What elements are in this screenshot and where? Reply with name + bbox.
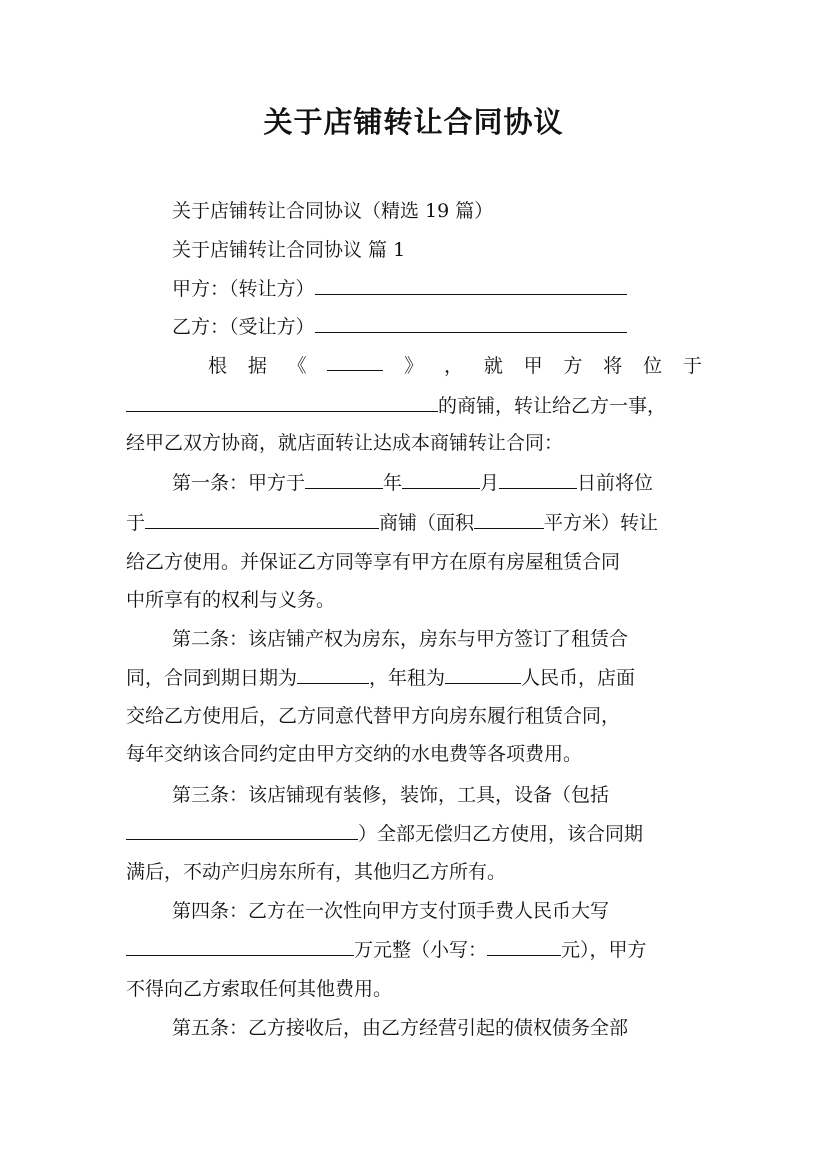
clause1-line-2 <box>126 509 704 537</box>
clause-text: 万元整（小写： <box>354 939 488 961</box>
document-subtitle: 关于店铺转让合同协议（精选 19 篇） <box>172 200 494 222</box>
clause4-line-2 <box>126 936 704 964</box>
year-blank <box>305 470 383 489</box>
clause-text: ）全部无偿归乙方使用，该合同期 <box>358 823 644 845</box>
clause-text: 于 <box>126 512 146 534</box>
clause3-line-2 <box>126 820 704 848</box>
month-blank <box>402 470 480 489</box>
clause-text: 日前将位 <box>577 472 654 494</box>
intro-line-2 <box>126 392 704 420</box>
location-blank <box>126 393 438 412</box>
party-a-blank <box>315 276 627 295</box>
shop-location-blank <box>145 510 379 529</box>
party-b-blank <box>315 314 627 333</box>
clause-text: 第一条：甲方于 <box>172 472 306 494</box>
amount-words-blank <box>126 937 354 956</box>
party-a-line <box>172 275 704 303</box>
clause1-line-3: 给乙方使用。并保证乙方同等享有甲方在原有房屋租赁合同 <box>126 551 621 573</box>
party-a-label: 甲方：（转让方） <box>172 278 315 300</box>
intro-char: 将 <box>603 355 623 377</box>
clause-text: 年 <box>383 472 403 494</box>
section-heading: 关于店铺转让合同协议 篇 1 <box>172 239 406 261</box>
clause-text: 同，合同到期日期为 <box>126 667 298 689</box>
equipment-blank <box>126 821 358 840</box>
clause4-line-1: 第四条：乙方在一次性向甲方支付顶手费人民币大写 <box>172 900 610 922</box>
clause2-line-2 <box>126 664 704 692</box>
clause1-line-4: 中所享有的权利与义务。 <box>126 589 336 611</box>
intro-char: 《 <box>287 355 307 377</box>
intro-blank <box>327 352 383 371</box>
intro-char: 》 <box>404 355 424 377</box>
intro-char: 于 <box>682 355 702 377</box>
intro-char: ， <box>444 355 464 377</box>
intro-line-3: 经甲乙双方协商，就店面转让达成本商铺转让合同： <box>126 432 564 454</box>
intro-line-1 <box>208 352 702 380</box>
clause-text: 元），甲方 <box>561 939 647 961</box>
clause2-line-4: 每年交纳该合同约定由甲方交纳的水电费等各项费用。 <box>126 743 583 765</box>
amount-figure-blank <box>487 937 561 956</box>
intro-char: 位 <box>643 355 663 377</box>
clause-text: 平方米）转让 <box>544 512 659 534</box>
clause2-line-3: 交给乙方使用后，乙方同意代替甲方向房东履行租赁合同， <box>126 705 621 727</box>
intro-char: 根 <box>208 355 228 377</box>
annual-rent-blank <box>445 665 521 684</box>
clause-text: 月 <box>480 472 500 494</box>
expiry-date-blank <box>297 665 369 684</box>
clause-text: 商铺（面积 <box>379 512 475 534</box>
party-b-line <box>172 313 704 341</box>
area-blank <box>474 510 544 529</box>
intro-char: 甲 <box>523 355 543 377</box>
clause1-line-1 <box>172 469 704 497</box>
clause3-line-3: 满后，不动产归房东所有，其他归乙方所有。 <box>126 861 507 883</box>
clause5-line-1: 第五条：乙方接收后，由乙方经营引起的债权债务全部 <box>172 1017 629 1039</box>
party-b-label: 乙方：（受让方） <box>172 316 315 338</box>
clause-text: ，年租为 <box>369 667 446 689</box>
day-blank <box>499 470 577 489</box>
clause4-line-3: 不得向乙方索取任何其他费用。 <box>126 978 393 1000</box>
clause-text: 人民币，店面 <box>521 667 636 689</box>
intro-char: 就 <box>483 355 503 377</box>
clause2-line-1: 第二条：该店铺产权为房东，房东与甲方签订了租赁合 <box>172 628 629 650</box>
intro-char: 方 <box>563 355 583 377</box>
clause3-line-1: 第三条：该店铺现有装修，装饰，工具，设备（包括 <box>172 784 610 806</box>
intro-text: 的商铺，转让给乙方一事， <box>438 395 667 417</box>
document-title: 关于店铺转让合同协议 <box>263 105 564 139</box>
intro-char: 据 <box>247 355 267 377</box>
